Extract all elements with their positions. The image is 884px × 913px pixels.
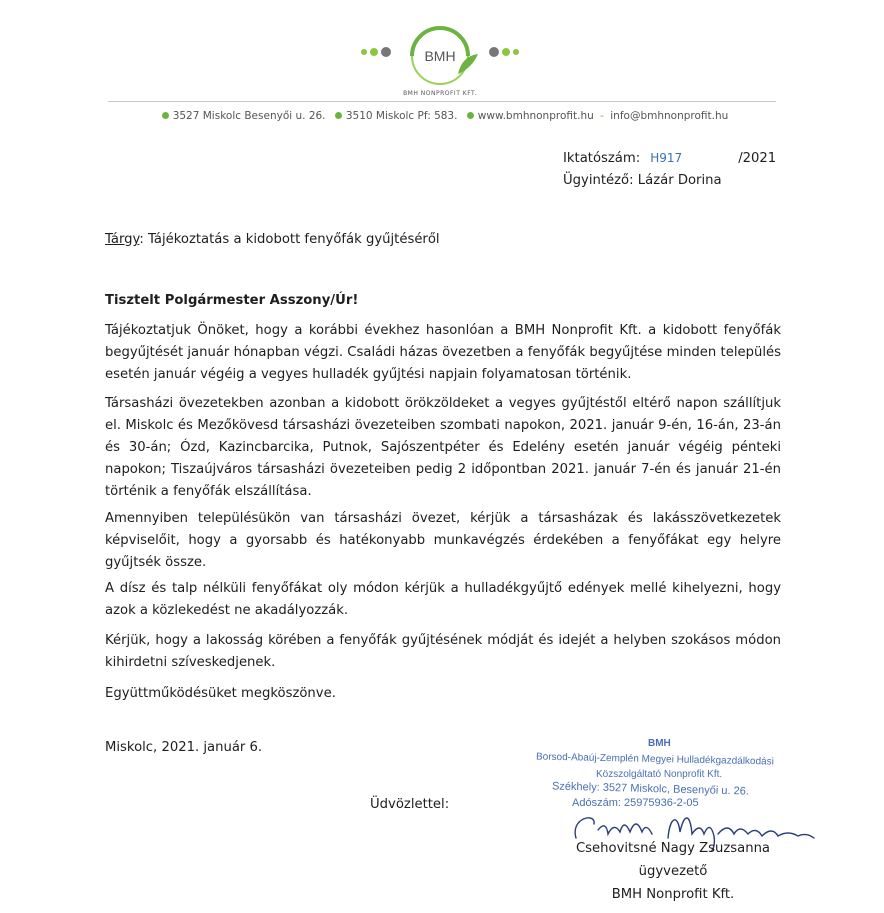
file-number-suffix: /2021 (738, 151, 777, 166)
contact-website[interactable]: www.bmhnonprofit.hu (477, 110, 594, 122)
bullet-icon (162, 112, 169, 119)
logo-subtext: BMH NONPROFIT KFT. (403, 90, 477, 97)
paragraph-4: A dísz és talp nélküli fenyőfákat oly módon kérjük a hulladékgyűjtő edények mellé kihelyezni, hogy azok a közlekedést ne akadályozzák. (105, 581, 781, 618)
subject-line (105, 229, 781, 251)
logo-text: BMH (424, 48, 456, 64)
header-divider (108, 101, 776, 102)
contact-email[interactable]: info@bmhnonprofit.hu (610, 110, 729, 122)
contact-address: 3527 Miskolc Besenyői u. 26. (172, 110, 326, 122)
bullet-icon (467, 112, 474, 119)
signer-company: BMH Nonprofit Kft. (611, 887, 735, 902)
stamp-line: Adószám: 25975936-2-05 (572, 797, 699, 809)
subject-text: : Tájékoztatás a kidobott fenyőfák gyűjtéséről (139, 232, 440, 247)
stamp-line: BMH (648, 738, 671, 749)
stamp-line: Székhely: 3527 Miskolc, Besenyői u. 26. (551, 780, 750, 798)
contact-separator: - (600, 110, 604, 122)
paragraph-1: Tájékoztatjuk Önöket, hogy a korábbi évekhez hasonlóan a BMH Nonprofit Kft. a kidobott fenyőfák begyűjtését január hónapban végzi. Családi házas övezetben a fenyőfák begyűjtése minden település esetén január végéig a vegyes hulladék gyűjtési napjain folyamatosan történik. (105, 323, 781, 382)
file-number-handwritten: H917 (650, 151, 683, 165)
officer-label: Ügyintéző: (563, 173, 634, 188)
file-number-label: Iktatószám: (563, 151, 641, 166)
paragraph-2: Társasházi övezetekben azonban a kidobott örökzöldeket a vegyes gyűjtéstől eltérő napon szállítjuk el. Miskolc és Mezőkövesd társasházi övezeteiben szombati napokon, 2021. január 9-én, 16-án, 23-án és 30-án; Ózd, Kazincbarcika, Putnok, Sajószentpéter és Edelény esetén január végéig pénteki napokon; Tiszaújváros társasházi övezeteiben pedig 2 időpontban 2021. január 7-én és január 21-én történik a fenyőfák elszállítása. (105, 396, 781, 499)
file-number-row (563, 147, 776, 170)
signer-title: ügyvezető (638, 864, 708, 879)
bullet-icon (335, 112, 342, 119)
officer-name: Lázár Dorina (637, 173, 722, 188)
reference-block (563, 147, 776, 192)
stamp-line: Borsod-Abaúj-Zemplén Megyei Hulladékgazdálkodási (535, 751, 774, 768)
paragraph-5: Kérjük, hogy a lakosság körében a fenyőfák gyűjtésének módját és idejét a helyben szokásos módon kihirdetni szíveskedjenek. (105, 633, 781, 670)
contact-bar (108, 110, 776, 122)
paragraph-3: Amennyiben településükön van társasházi övezet, kérjük a társasházak és lakásszövetkezetek képviselőit, hogy a gyorsabb és hatékonyabb munkavégzés érdekében a fenyőfákat egy helyre gyűjtsék össze. (105, 511, 781, 570)
bmh-logo (350, 14, 530, 100)
subject-label: Tárgy (105, 232, 140, 247)
closing-line: Együttműködésüket megköszönve. (105, 686, 336, 701)
stamp-line: Közszolgáltató Nonprofit Kft. (596, 769, 723, 780)
officer-row (563, 170, 776, 192)
signer-block (548, 837, 798, 906)
salutation: Tisztelt Polgármester Asszony/Úr! (105, 293, 359, 308)
greeting: Üdvözlettel: (370, 797, 450, 812)
contact-po-box: 3510 Miskolc Pf: 583. (345, 110, 458, 122)
place-date: Miskolc, 2021. január 6. (105, 740, 263, 755)
signer-name: Csehovitsné Nagy Zsuzsanna (575, 841, 771, 856)
